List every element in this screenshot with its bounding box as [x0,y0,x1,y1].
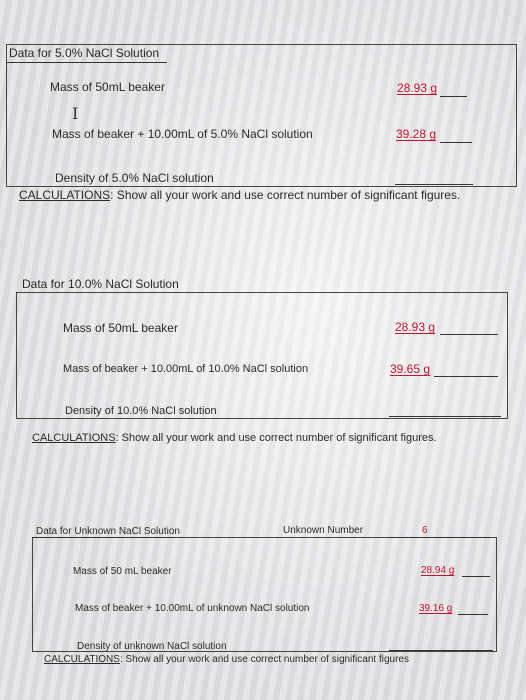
section3-title: Data for Unknown NaCl Solution [36,526,180,537]
text-cursor-icon: I [72,104,79,123]
section1-mass-solution-value: 39.28 g [396,127,437,141]
section2-density-label: Density of 10.0% NaCl solution [65,405,217,417]
section2-mass-solution-label: Mass of beaker + 10.00mL of 10.0% NaCl solution [63,363,309,375]
section1-calc-label: CALCULATIONS [19,188,111,202]
section3-mass-beaker-value: 28.94 g [421,565,455,576]
section3-mass-solution-label: Mass of beaker + 10.00mL of unknown NaCl solution [75,603,310,614]
section1-title: Data for 5.0% NaCl Solution [9,46,160,60]
section3-density-label: Density of unknown NaCl solution [77,641,227,652]
section3-calc-label: CALCULATIONS [44,654,120,665]
section2-mass-beaker-value: 28.93 g [395,320,436,334]
section1-mass-beaker-label: Mass of 50mL beaker [50,80,165,94]
section1-density-label: Density of 5.0% NaCl solution [55,171,214,185]
section3-calc-text: : Show all your work and use correct number of significant figures [119,654,409,665]
section3-mass-beaker-label: Mass of 50 mL beaker [73,566,172,577]
section1-calculations [19,188,460,202]
section2-calc-label: CALCULATIONS [32,432,116,444]
section1-box [6,44,517,187]
section2-box [16,292,508,419]
section1-mass-solution-label: Mass of beaker + 10.00mL of 5.0% NaCl solution [52,127,313,141]
section3-unknown-number-value: 6 [422,525,428,536]
section3-unknown-number-label: Unknown Number [283,525,364,536]
section2-mass-solution-value: 39.65 g [390,362,431,376]
section2-calc-text: : Show all your work and use correct number of significant figures. [115,432,437,444]
section3-calculations [44,654,409,665]
section3-box [32,537,497,652]
section2-calculations [32,432,437,444]
section1-calc-text: : Show all your work and use correct number of significant figures. [110,188,461,202]
section3-mass-solution-value: 39.16 g [419,603,453,614]
section2-title: Data for 10.0% NaCl Solution [22,277,179,291]
section1-mass-beaker-value: 28.93 g [397,81,438,95]
section2-mass-beaker-label: Mass of 50mL beaker [63,321,178,335]
